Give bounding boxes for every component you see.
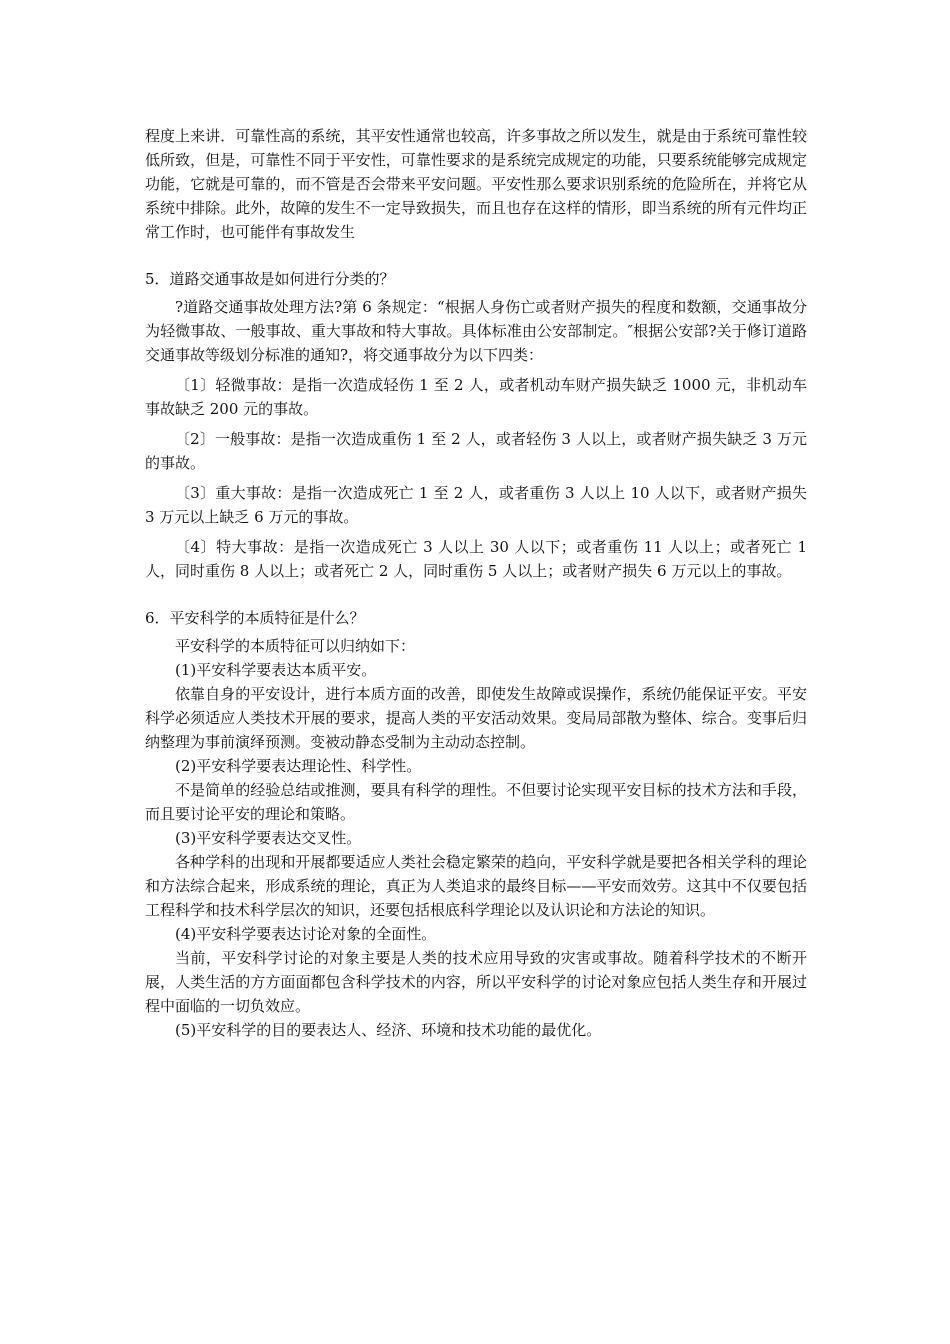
section-5-item-3: 〔3〕重大事故：是指一次造成死亡 1 至 2 人，或者重伤 3 人以上 10 人以下，或者财产损失 3 万元以上缺乏 6 万元的事故。 (145, 484, 807, 526)
section-6-line-1: 平安科学的本质特征可以归纳如下： (175, 637, 416, 655)
section-6-line-5: 不是简单的经验总结或推测，要具有科学的理性。不但要讨论实现平安目标的技术方法和手段，而且要讨论平安的理论和策略。 (145, 781, 807, 823)
section-6-line-4: (2)平安科学要表达理论性、科学性。 (175, 757, 422, 775)
section-6-line-8: (4)平安科学要表达讨论对象的全面性。 (175, 925, 437, 943)
section-5-item-4: 〔4〕特大事故：是指一次造成死亡 3 人以上 30 人以下；或者重伤 11 人以上；或者死亡 1 人，同时重伤 8 人以上；或者死亡 2 人，同时重伤 5 人以上；或者财产损失 6 万元以上的事故。 (145, 538, 807, 580)
section-6-line-6: (3)平安科学要表达交叉性。 (175, 829, 362, 847)
section-5-intro: ?道路交通事故处理方法?第 6 条规定：“根据人身伤亡或者财产损失的程度和数额，交通事故分为轻微事故、一般事故、重大事故和特大事故。具体标准由公安部制定。″根据公安部?关于修订道路交通事故等级划分标准的通知?，将交通事故分为以下四类： (145, 298, 807, 364)
section-6-line-3: 依靠自身的平安设计，进行本质方面的改善，即使发生故障或误操作，系统仍能保证平安。平安科学必须适应人类技术开展的要求，提高人类的平安活动效果。变局局部散为整体、综合。变事后归纳整理为事前演绎预测。变被动静态受制为主动动态控制。 (145, 685, 807, 751)
section-6-line-9: 当前，平安科学讨论的对象主要是人类的技术应用导致的灾害或事故。随着科学技术的不断开展，人类生活的方方面面都包含科学技术的内容，所以平安科学的讨论对象应包括人类生存和开展过程中面临的一切负效应。 (145, 949, 807, 1015)
section-5-item-2: 〔2〕一般事故：是指一次造成重伤 1 至 2 人，或者轻伤 3 人以上，或者财产损失缺乏 3 万元的事故。 (145, 430, 807, 472)
section-6-line-2: (1)平安科学要表达本质平安。 (175, 661, 377, 679)
section-6-line-10: (5)平安科学的目的要表达人、经济、环境和技术功能的最优化。 (175, 1021, 602, 1039)
section-5-item-1: 〔1〕轻微事故：是指一次造成轻伤 1 至 2 人，或者机动车财产损失缺乏 1000 元，非机动车事故缺乏 200 元的事故。 (145, 376, 807, 418)
intro-paragraph: 程度上来讲．可靠性高的系统，其平安性通常也较高，许多事故之所以发生，就是由于系统可靠性较低所致，但是，可靠性不同于平安性，可靠性要求的是系统完成规定的功能，只要系统能够完成规定功能，它就是可靠的，而不管是否会带来平安问题。平安性那么要求识别系统的危险所在，并将它从系统中排除。此外，故障的发生不一定导致损失，而且也存在这样的情形，即当系统的所有元件均正常工作时，也可能伴有事故发生 (145, 127, 807, 241)
section-5-heading: 5．道路交通事故是如何进行分类的？ (145, 270, 395, 288)
section-6-heading: 6．平安科学的本质特征是什么？ (145, 609, 365, 627)
section-6-line-7: 各种学科的出现和开展都要适应人类社会稳定繁荣的趋向，平安科学就是要把各相关学科的理论和方法综合起来，形成系统的理论，真正为人类追求的最终目标——平安而效劳。这其中不仅要包括工程科学和技术科学层次的知识，还要包括根底科学理论以及认识论和方法论的知识。 (145, 853, 807, 919)
document-body (145, 124, 807, 1042)
